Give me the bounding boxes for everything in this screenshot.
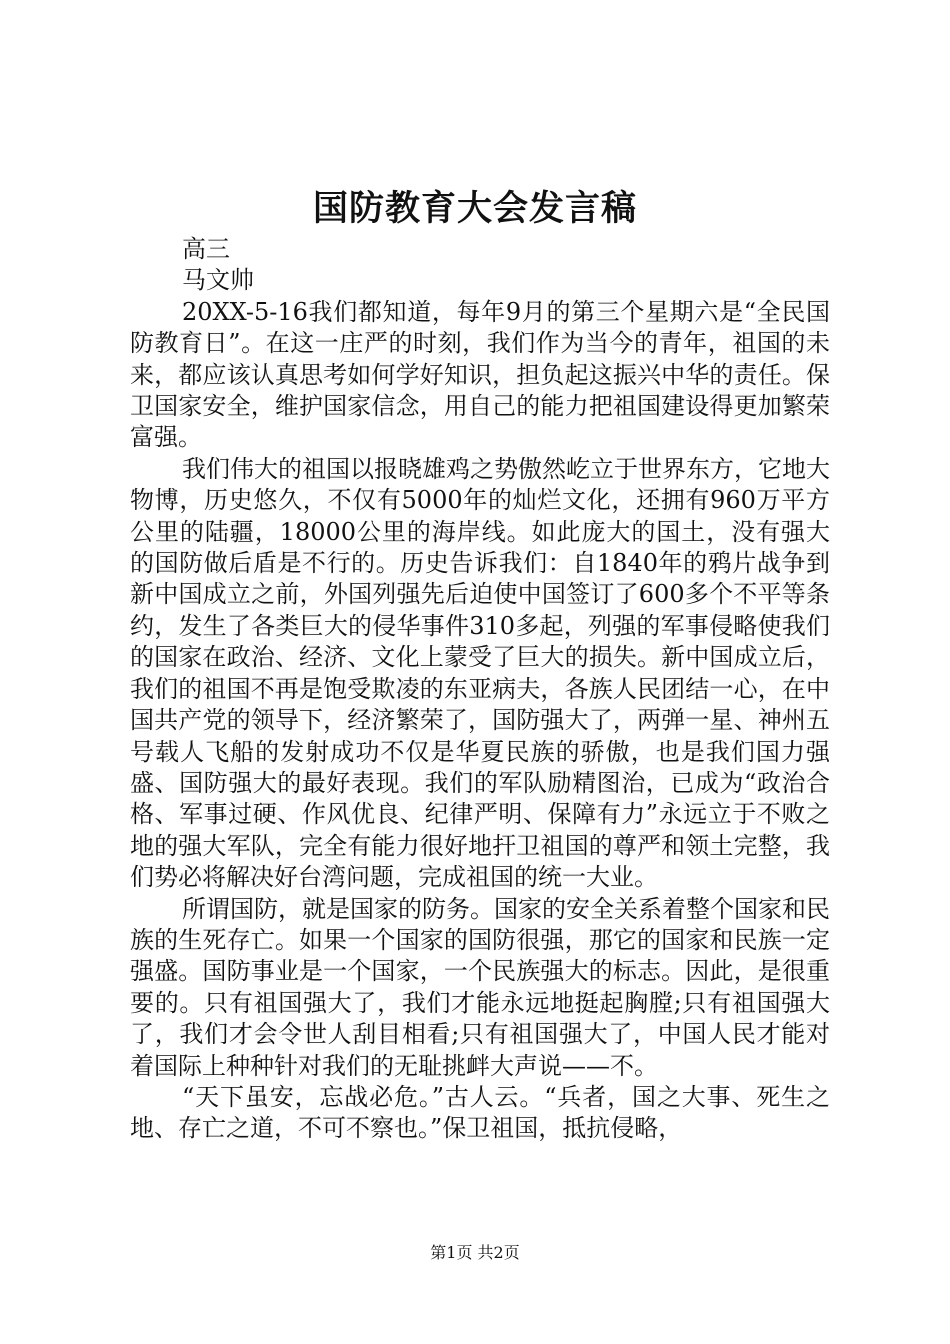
paragraph-2: 我们伟大的祖国以报晓雄鸡之势傲然屹立于世界东方，它地大物博，历史悠久，不仅有5000年的灿烂文化，还拥有960万平方公里的陆疆，18000公里的海岸线。如此庞大的国土，没有强大的国防做后盾是不行的。历史告诉我们：自1840年的鸦片战争到新中国成立之前，外国列强先后迫使中国签订了600多个不平等条约，发生了各类巨大的侵华事件310多起，列强的军事侵略使我们的国家在政治、经济、文化上蒙受了巨大的损失。新中国成立后，我们的祖国不再是饱受欺凌的东亚病夫，各族人民团结一心，在中国共产党的领导下，经济繁荣了，国防强大了，两弹一星、神州五号载人飞船的发射成功不仅是华夏民族的骄傲，也是我们国力强盛、国防强大的最好表现。我们的军队励精图治，已成为“政治合格、军事过硬、作风优良、纪律严明、保障有力”永远立于不败之地的强大军队，完全有能力很好地扞卫祖国的尊严和领土完整，我们势必将解决好台湾问题，完成祖国的统一大业。 — [130, 454, 830, 892]
paragraph-3: 所谓国防，就是国家的防务。国家的安全关系着整个国家和民族的生死存亡。如果一个国家的国防很强，那它的国家和民族一定强盛。国防事业是一个国家，一个民族强大的标志。因此，是很重要的。只有祖国强大了，我们才能永远地挺起胸膛;只有祖国强大了，我们才会令世人刮目相看;只有祖国强大了，中国人民才能对着国际上种种针对我们的无耻挑衅大声说——不。 — [130, 894, 830, 1080]
paragraph-4: “天下虽安，忘战必危。”古人云。“兵者，国之大事、死生之地、存亡之道，不可不察也。”保卫祖国，抵抗侵略， — [130, 1082, 830, 1143]
paragraph-1: 20XX-5-16我们都知道，每年9月的第三个星期六是“全民国防教育日”。在这一庄严的时刻，我们作为当今的青年，祖国的未来，都应该认真思考如何学好知识，担负起这振兴中华的责任。保卫国家安全，维护国家信念，用自己的能力把祖国建设得更加繁荣富强。 — [130, 297, 830, 452]
page-footer: 第1页 共2页 — [430, 1243, 520, 1262]
document-title: 国防教育大会发言稿 — [312, 188, 637, 229]
author-grade: 高三 — [182, 235, 230, 263]
author-name: 马文帅 — [182, 266, 254, 295]
document-body — [130, 234, 830, 1145]
